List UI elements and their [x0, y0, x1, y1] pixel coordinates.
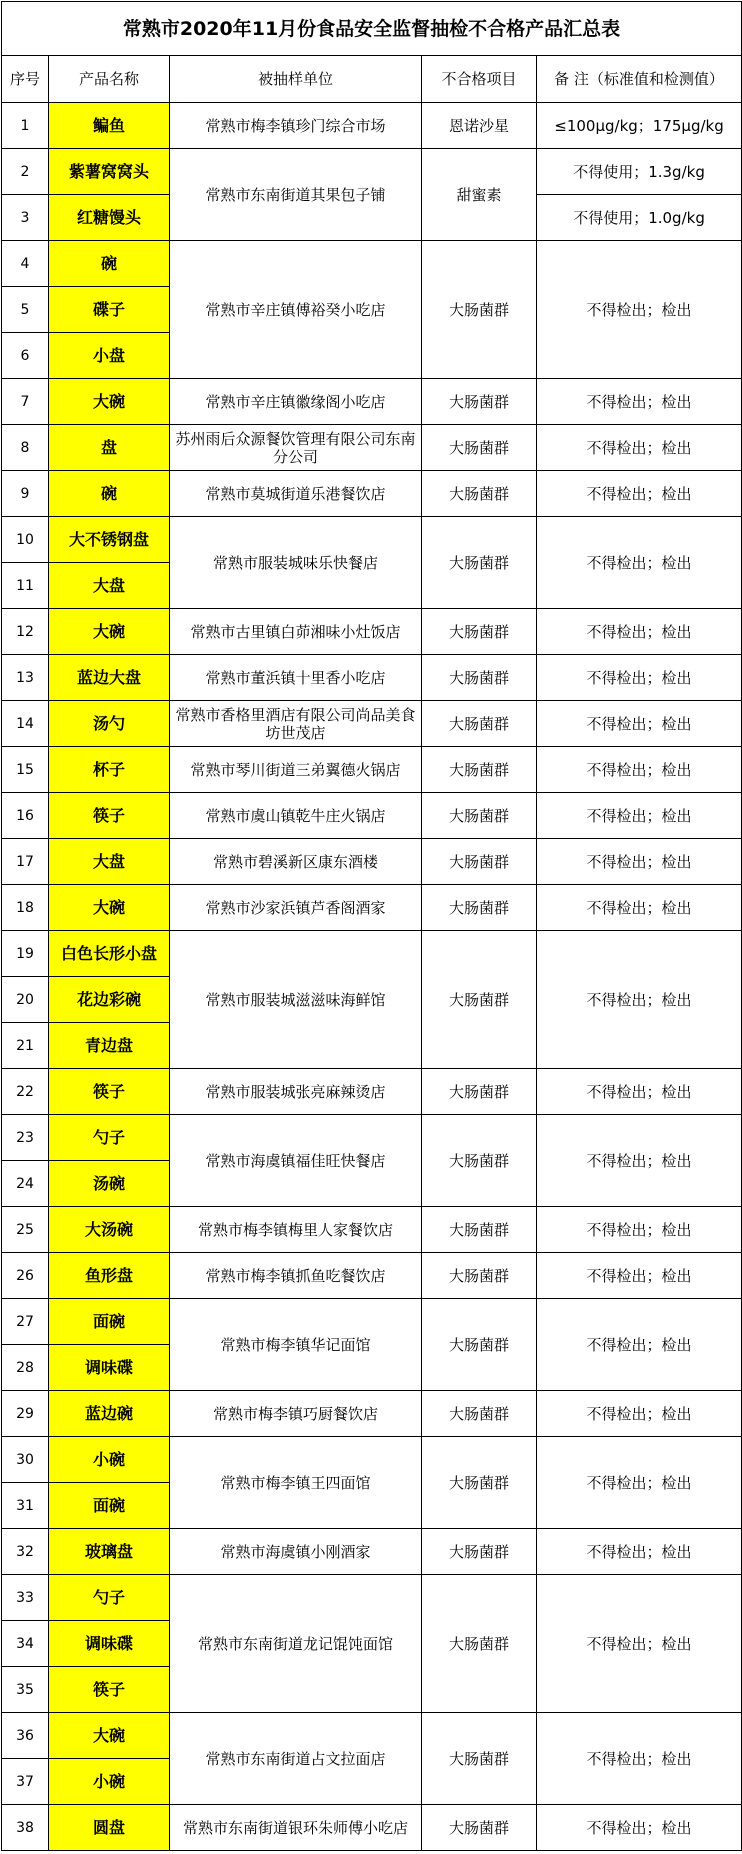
- failed-item: 大肠菌群: [422, 241, 537, 379]
- sampled-unit: 常熟市梅李镇巧厨餐饮店: [170, 1391, 422, 1437]
- row-number: 14: [2, 701, 49, 747]
- product-name: 圆盘: [49, 1805, 170, 1851]
- sampled-unit: 常熟市海虞镇小刚酒家: [170, 1529, 422, 1575]
- row-number: 11: [2, 563, 49, 609]
- failed-item: 大肠菌群: [422, 747, 537, 793]
- product-name: 小碗: [49, 1437, 170, 1483]
- product-name: 碗: [49, 241, 170, 287]
- table-row: [2, 931, 742, 977]
- row-number: 1: [2, 103, 49, 149]
- sampled-unit: 常熟市虞山镇乾牛庄火锅店: [170, 793, 422, 839]
- sampled-unit: 常熟市东南街道占文拉面店: [170, 1713, 422, 1805]
- remark: 不得检出；检出: [537, 701, 742, 747]
- sampled-unit: 常熟市东南街道银环朱师傅小吃店: [170, 1805, 422, 1851]
- table-row: [2, 1805, 742, 1851]
- product-name: 勺子: [49, 1115, 170, 1161]
- sampled-unit: 常熟市东南街道其果包子铺: [170, 149, 422, 241]
- product-name: 大盘: [49, 563, 170, 609]
- sampled-unit: 常熟市梅李镇王四面馆: [170, 1437, 422, 1529]
- row-number: 7: [2, 379, 49, 425]
- row-number: 33: [2, 1575, 49, 1621]
- row-number: 4: [2, 241, 49, 287]
- table-row: [2, 655, 742, 701]
- product-name: 大汤碗: [49, 1207, 170, 1253]
- failed-item: 大肠菌群: [422, 517, 537, 609]
- table-row: [2, 885, 742, 931]
- failed-item: 大肠菌群: [422, 379, 537, 425]
- product-name: 蓝边碗: [49, 1391, 170, 1437]
- row-number: 3: [2, 195, 49, 241]
- row-number: 22: [2, 1069, 49, 1115]
- row-number: 18: [2, 885, 49, 931]
- remark: 不得检出；检出: [537, 241, 742, 379]
- remark: 不得检出；检出: [537, 931, 742, 1069]
- product-name: 勺子: [49, 1575, 170, 1621]
- table-row: [2, 379, 742, 425]
- failed-item: 大肠菌群: [422, 1391, 537, 1437]
- product-name: 青边盘: [49, 1023, 170, 1069]
- sampled-unit: 常熟市服装城张亮麻辣烫店: [170, 1069, 422, 1115]
- product-name: 白色长形小盘: [49, 931, 170, 977]
- product-name: 大碗: [49, 1713, 170, 1759]
- sampled-unit: 常熟市碧溪新区康东酒楼: [170, 839, 422, 885]
- sampled-unit: 常熟市海虞镇福佳旺快餐店: [170, 1115, 422, 1207]
- row-number: 36: [2, 1713, 49, 1759]
- row-number: 9: [2, 471, 49, 517]
- row-number: 30: [2, 1437, 49, 1483]
- failed-item: 大肠菌群: [422, 1529, 537, 1575]
- sampled-unit: 常熟市梅李镇梅里人家餐饮店: [170, 1207, 422, 1253]
- table-row: [2, 747, 742, 793]
- row-number: 5: [2, 287, 49, 333]
- remark: 不得检出；检出: [537, 885, 742, 931]
- failed-item: 大肠菌群: [422, 655, 537, 701]
- product-name: 小盘: [49, 333, 170, 379]
- table-row: [2, 1575, 742, 1621]
- product-name: 大不锈钢盘: [49, 517, 170, 563]
- table-row: [2, 793, 742, 839]
- product-name: 碗: [49, 471, 170, 517]
- product-name: 面碗: [49, 1299, 170, 1345]
- product-name: 大碗: [49, 609, 170, 655]
- product-name: 鳊鱼: [49, 103, 170, 149]
- remark: 不得检出；检出: [537, 425, 742, 471]
- remark: 不得检出；检出: [537, 793, 742, 839]
- table-row: [2, 839, 742, 885]
- remark: 不得检出；检出: [537, 1575, 742, 1713]
- sampled-unit: 常熟市古里镇白茆湘味小灶饭店: [170, 609, 422, 655]
- product-name: 蓝边大盘: [49, 655, 170, 701]
- remark: 不得检出；检出: [537, 1529, 742, 1575]
- title-row: [2, 2, 742, 56]
- remark: ≤100μg/kg；175μg/kg: [537, 103, 742, 149]
- row-number: 27: [2, 1299, 49, 1345]
- row-number: 21: [2, 1023, 49, 1069]
- table-row: [2, 1253, 742, 1299]
- sampled-unit: 常熟市琴川街道三弟翼德火锅店: [170, 747, 422, 793]
- unqualified-products-table: [1, 1, 742, 1851]
- sampled-unit: 常熟市辛庄镇傅裕癸小吃店: [170, 241, 422, 379]
- failed-item: 大肠菌群: [422, 701, 537, 747]
- failed-item: 大肠菌群: [422, 1713, 537, 1805]
- row-number: 38: [2, 1805, 49, 1851]
- remark: 不得检出；检出: [537, 1253, 742, 1299]
- row-number: 19: [2, 931, 49, 977]
- table-title: 常熟市2020年11月份食品安全监督抽检不合格产品汇总表: [2, 2, 742, 56]
- row-number: 25: [2, 1207, 49, 1253]
- failed-item: 甜蜜素: [422, 149, 537, 241]
- remark: 不得检出；检出: [537, 609, 742, 655]
- table-row: [2, 103, 742, 149]
- table-row: [2, 425, 742, 471]
- sampled-unit: 常熟市沙家浜镇芦香阁酒家: [170, 885, 422, 931]
- row-number: 17: [2, 839, 49, 885]
- remark: 不得检出；检出: [537, 1437, 742, 1529]
- row-number: 28: [2, 1345, 49, 1391]
- table-row: [2, 517, 742, 563]
- remark: 不得检出；检出: [537, 517, 742, 609]
- row-number: 12: [2, 609, 49, 655]
- row-number: 24: [2, 1161, 49, 1207]
- product-name: 红糖馒头: [49, 195, 170, 241]
- row-number: 29: [2, 1391, 49, 1437]
- product-name: 盘: [49, 425, 170, 471]
- sampled-unit: 常熟市莫城街道乐港餐饮店: [170, 471, 422, 517]
- product-name: 面碗: [49, 1483, 170, 1529]
- row-number: 8: [2, 425, 49, 471]
- failed-item: 大肠菌群: [422, 471, 537, 517]
- header-row: [2, 56, 742, 103]
- failed-item: 恩诺沙星: [422, 103, 537, 149]
- remark: 不得检出；检出: [537, 1805, 742, 1851]
- remark: 不得使用；1.3g/kg: [537, 149, 742, 195]
- product-name: 汤勺: [49, 701, 170, 747]
- inspection-sheet: [1, 1, 741, 1852]
- row-number: 6: [2, 333, 49, 379]
- failed-item: 大肠菌群: [422, 1805, 537, 1851]
- remark: 不得检出；检出: [537, 1069, 742, 1115]
- sampled-unit: 常熟市香格里酒店有限公司尚品美食坊世茂店: [170, 701, 422, 747]
- remark: 不得检出；检出: [537, 747, 742, 793]
- table-row: [2, 1391, 742, 1437]
- failed-item: 大肠菌群: [422, 1575, 537, 1713]
- table-row: [2, 609, 742, 655]
- table-row: [2, 1529, 742, 1575]
- failed-item: 大肠菌群: [422, 885, 537, 931]
- row-number: 13: [2, 655, 49, 701]
- table-row: [2, 471, 742, 517]
- row-number: 16: [2, 793, 49, 839]
- remark: 不得检出；检出: [537, 1713, 742, 1805]
- sampled-unit: 常熟市梅李镇抓鱼吃餐饮店: [170, 1253, 422, 1299]
- table-row: [2, 1069, 742, 1115]
- sampled-unit: 常熟市服装城滋滋味海鲜馆: [170, 931, 422, 1069]
- product-name: 小碗: [49, 1759, 170, 1805]
- table-row: [2, 1299, 742, 1345]
- failed-item: 大肠菌群: [422, 1253, 537, 1299]
- row-number: 26: [2, 1253, 49, 1299]
- table-row: [2, 241, 742, 287]
- table-row: [2, 1437, 742, 1483]
- failed-item: 大肠菌群: [422, 931, 537, 1069]
- row-number: 20: [2, 977, 49, 1023]
- table-row: [2, 1713, 742, 1759]
- remark: 不得使用；1.0g/kg: [537, 195, 742, 241]
- header-note: 备 注（标准值和检测值）: [537, 56, 742, 103]
- sampled-unit: 常熟市梅李镇珍门综合市场: [170, 103, 422, 149]
- remark: 不得检出；检出: [537, 655, 742, 701]
- table-row: [2, 701, 742, 747]
- failed-item: 大肠菌群: [422, 1069, 537, 1115]
- header-no: 序号: [2, 56, 49, 103]
- product-name: 调味碟: [49, 1621, 170, 1667]
- remark: 不得检出；检出: [537, 1391, 742, 1437]
- row-number: 15: [2, 747, 49, 793]
- header-unit: 被抽样单位: [170, 56, 422, 103]
- remark: 不得检出；检出: [537, 839, 742, 885]
- row-number: 10: [2, 517, 49, 563]
- remark: 不得检出；检出: [537, 1115, 742, 1207]
- product-name: 筷子: [49, 793, 170, 839]
- product-name: 鱼形盘: [49, 1253, 170, 1299]
- failed-item: 大肠菌群: [422, 425, 537, 471]
- failed-item: 大肠菌群: [422, 839, 537, 885]
- product-name: 筷子: [49, 1069, 170, 1115]
- row-number: 35: [2, 1667, 49, 1713]
- product-name: 筷子: [49, 1667, 170, 1713]
- row-number: 23: [2, 1115, 49, 1161]
- failed-item: 大肠菌群: [422, 793, 537, 839]
- remark: 不得检出；检出: [537, 1207, 742, 1253]
- product-name: 杯子: [49, 747, 170, 793]
- table-row: [2, 149, 742, 195]
- failed-item: 大肠菌群: [422, 1437, 537, 1529]
- product-name: 大碗: [49, 379, 170, 425]
- product-name: 调味碟: [49, 1345, 170, 1391]
- sampled-unit: 常熟市辛庄镇徽缘阁小吃店: [170, 379, 422, 425]
- sampled-unit: 常熟市董浜镇十里香小吃店: [170, 655, 422, 701]
- header-item: 不合格项目: [422, 56, 537, 103]
- remark: 不得检出；检出: [537, 1299, 742, 1391]
- sampled-unit: 苏州雨后众源餐饮管理有限公司东南分公司: [170, 425, 422, 471]
- table-row: [2, 1207, 742, 1253]
- product-name: 花边彩碗: [49, 977, 170, 1023]
- sampled-unit: 常熟市梅李镇华记面馆: [170, 1299, 422, 1391]
- product-name: 碟子: [49, 287, 170, 333]
- header-product: 产品名称: [49, 56, 170, 103]
- failed-item: 大肠菌群: [422, 1115, 537, 1207]
- failed-item: 大肠菌群: [422, 1299, 537, 1391]
- row-number: 31: [2, 1483, 49, 1529]
- product-name: 大碗: [49, 885, 170, 931]
- row-number: 32: [2, 1529, 49, 1575]
- remark: 不得检出；检出: [537, 379, 742, 425]
- product-name: 玻璃盘: [49, 1529, 170, 1575]
- failed-item: 大肠菌群: [422, 609, 537, 655]
- table-row: [2, 1115, 742, 1161]
- remark: 不得检出；检出: [537, 471, 742, 517]
- sampled-unit: 常熟市东南街道龙记馄饨面馆: [170, 1575, 422, 1713]
- product-name: 紫薯窝窝头: [49, 149, 170, 195]
- row-number: 2: [2, 149, 49, 195]
- row-number: 34: [2, 1621, 49, 1667]
- product-name: 汤碗: [49, 1161, 170, 1207]
- sampled-unit: 常熟市服装城味乐快餐店: [170, 517, 422, 609]
- row-number: 37: [2, 1759, 49, 1805]
- product-name: 大盘: [49, 839, 170, 885]
- failed-item: 大肠菌群: [422, 1207, 537, 1253]
